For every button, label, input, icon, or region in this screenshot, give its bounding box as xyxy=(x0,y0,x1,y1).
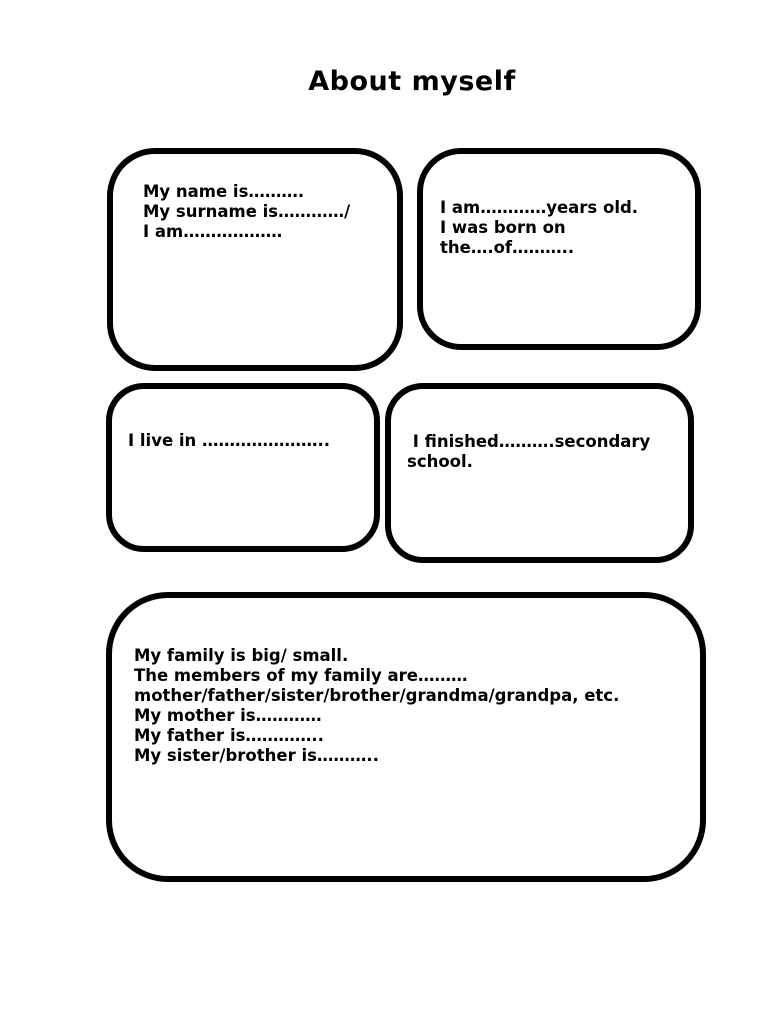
residence-box-text xyxy=(128,431,330,451)
family-box-text xyxy=(134,646,619,766)
mother-line: My mother is………… xyxy=(134,706,322,725)
sibling-line: My sister/brother is……….. xyxy=(134,746,379,765)
born-line: I was born on xyxy=(440,218,566,237)
age-line: I am…………years old. xyxy=(440,198,639,217)
school-box xyxy=(385,383,694,563)
page-title: About myself xyxy=(308,66,516,97)
family-size-line: My family is big/ small. xyxy=(134,646,349,665)
surname-line: My surname is…………/ xyxy=(143,202,351,221)
residence-box xyxy=(106,383,380,552)
family-members-line: The members of my family are……… xyxy=(134,666,468,685)
name-box-text xyxy=(143,182,350,242)
school-line: school. xyxy=(407,452,473,471)
age-box-text xyxy=(440,198,638,258)
father-line: My father is………….. xyxy=(134,726,324,745)
born-date-line: the….of……….. xyxy=(440,238,575,257)
live-line: I live in ………………….. xyxy=(128,431,331,450)
school-box-text xyxy=(407,432,650,472)
family-list-line: mother/father/sister/brother/grandma/grandpa, etc. xyxy=(134,686,620,705)
finished-line: I finished……….secondary xyxy=(407,432,651,451)
name-line: My name is………. xyxy=(143,182,305,201)
i-am-line: I am……………… xyxy=(143,222,283,241)
